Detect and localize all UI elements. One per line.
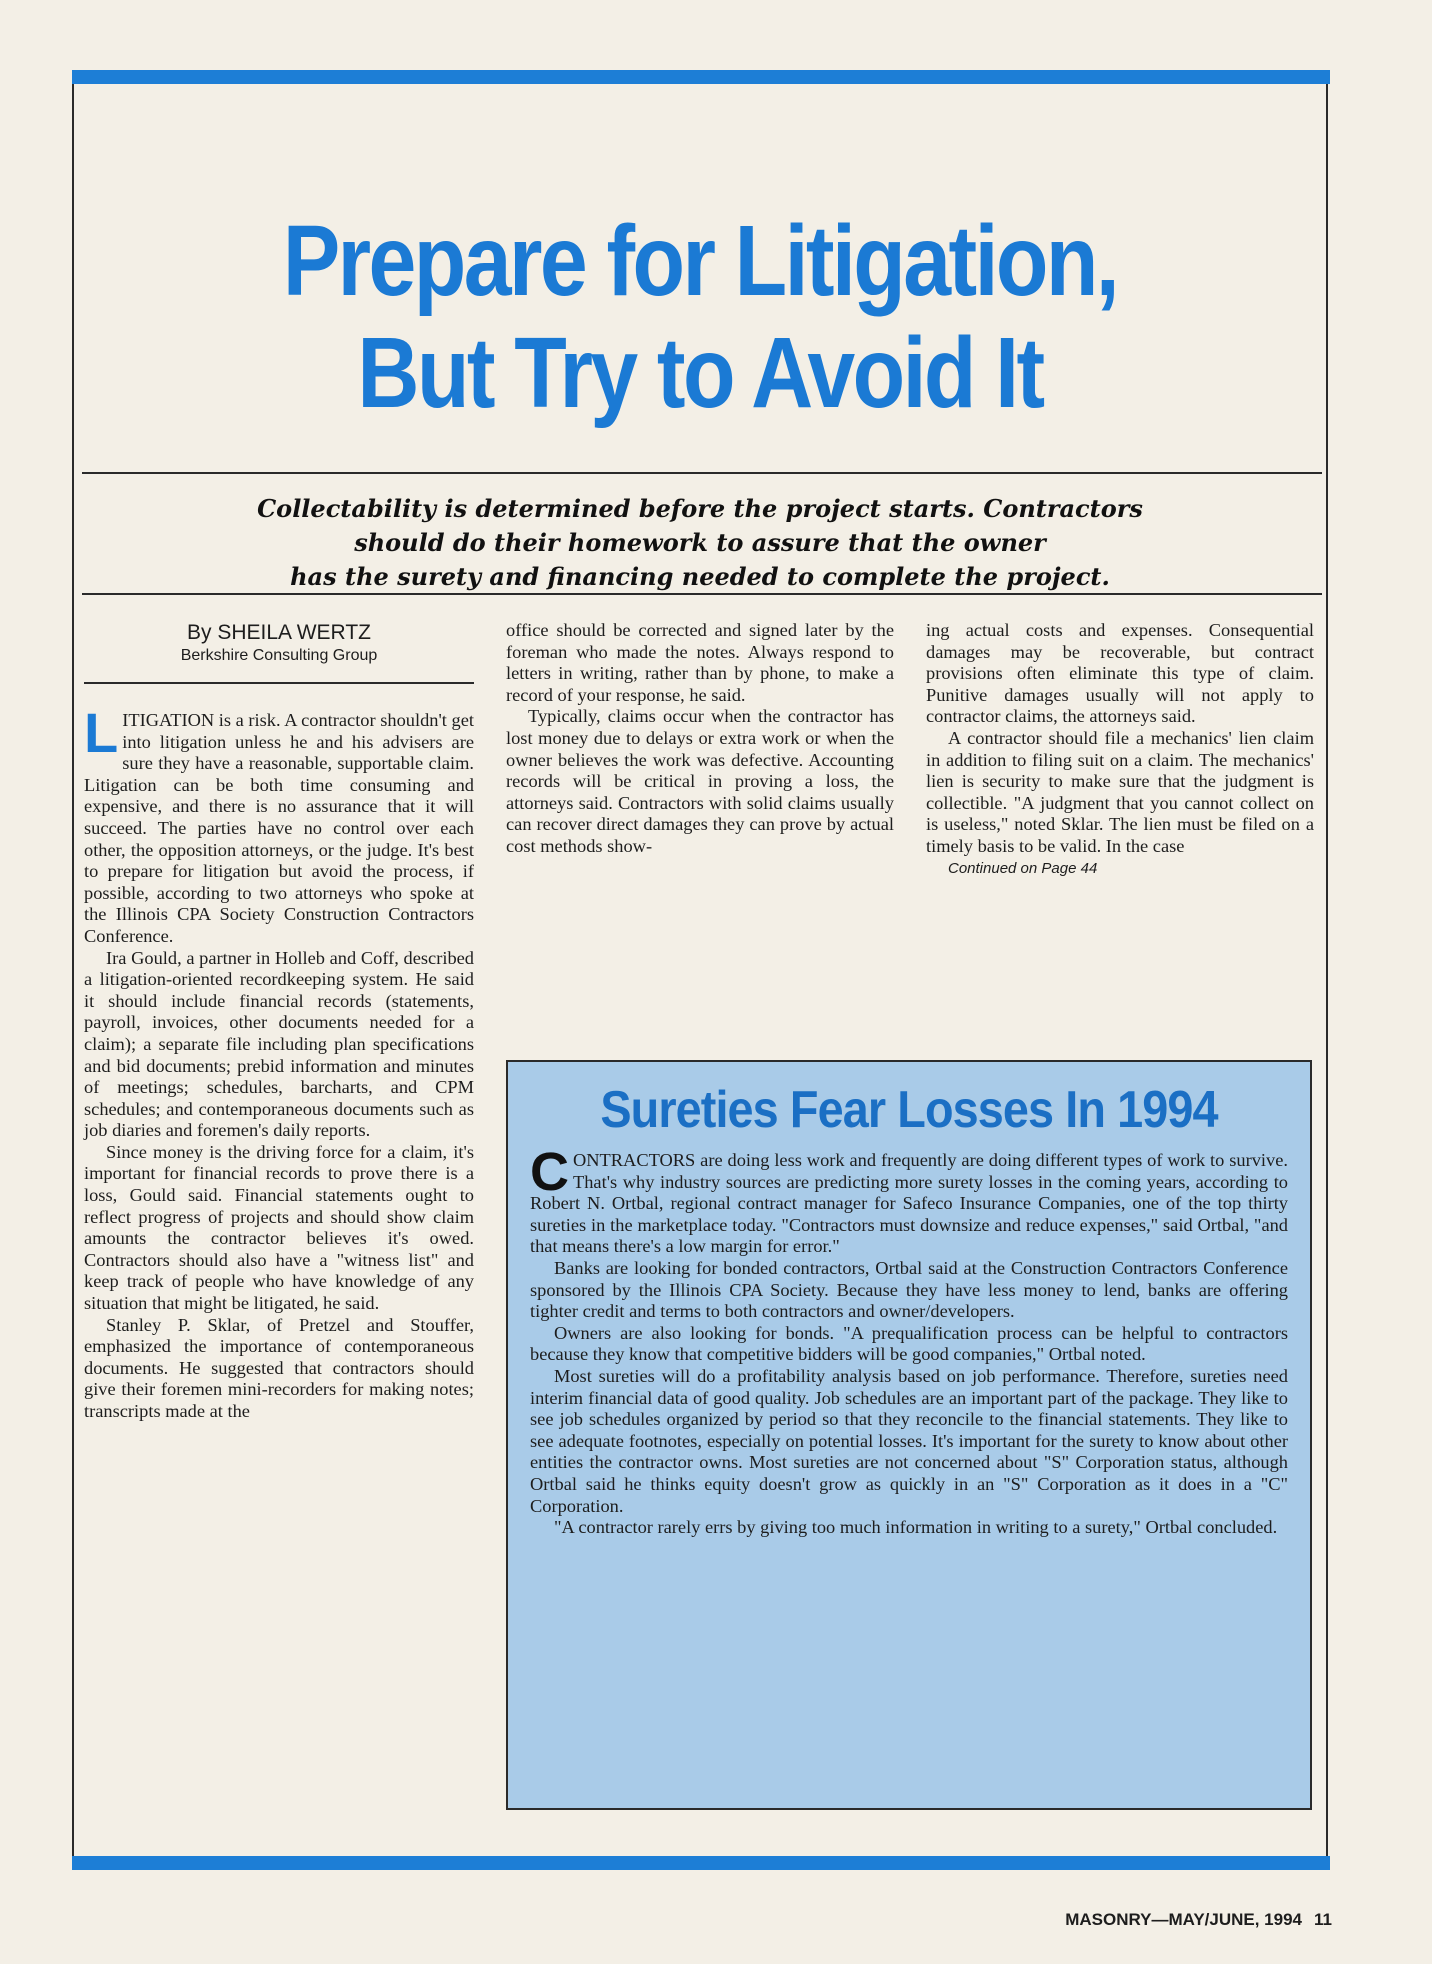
byline: By SHEILA WERTZ (187, 621, 371, 644)
paragraph: Owners are also looking for bonds. "A prequalification process can be helpful to contractors because they know that competitive bidders will be good companies," Ortbal noted. (530, 1322, 1288, 1365)
paragraph: Ira Gould, a partner in Holleb and Coff, described a litigation-oriented recordkeeping system. He said it should include financial records (statements, payroll, invoices, other documents needed for a claim); a separate file including plan specifications and bid documents; prebid information and minutes of meetings; schedules, barcharts, and CPM schedules; and contemporaneous documents such as job diaries and foremen's daily reports. (84, 947, 474, 1141)
paragraph: office should be corrected and signed later by the foreman who made the notes. Always respond to letters in writing, rather than by phone, to make a record of your response, he said. (506, 620, 894, 705)
paragraph: ing actual costs and expenses. Consequential damages may be recoverable, but contract provisions often eliminate this type of claim. Punitive damages usually will not apply to contractor claims, the attorneys said. (926, 620, 1314, 727)
deck-rule-bottom (82, 593, 1322, 595)
author-affiliation: Berkshire Consulting Group (180, 647, 378, 664)
sidebar-box (506, 1060, 1312, 1810)
deck-line-1: Collectability is determined before the project starts. Contractors (257, 494, 1143, 523)
paragraph: Typically, claims occur when the contractor has lost money due to delays or extra work or when the owner believes the work was defective. Accounting records will be critical in proving a loss, the attorneys said. Contractors with solid claims usually can recover direct damages they can prove by actual cost methods show- (506, 706, 894, 856)
paragraph: A contractor should file a mechanics' lien claim in addition to filing suit on a claim. The mechanics' lien is security to make sure that the judgment is collectible. "A judgment that you cannot collect on is useless," noted Sklar. The lien must be filed on a timely basis to be valid. In the case (926, 727, 1314, 856)
byline-block (84, 620, 474, 666)
headline-line-1: Prepare for Litigation, (282, 205, 1118, 317)
sidebar-body (530, 1142, 1288, 1539)
article-headline (184, 205, 1216, 429)
headline-line-2: But Try to Avoid It (357, 317, 1043, 429)
article-column-3 (926, 620, 1314, 879)
bottom-blue-bar (72, 1856, 1330, 1870)
paragraph: CONTRACTORS are doing less work and frequently are doing different types of work to survive. That's why industry sources are predicting more surety losses in the coming years, according to Robert N. Ortbal, regional contract manager for Safeco Insurance Companies, one of the top thirty sureties in the marketplace today. "Contractors must downsize and reduce expenses," said Ortbal, "and that means there's a low margin for error." (530, 1142, 1288, 1257)
deck-line-2: should do their homework to assure that the owner (354, 528, 1046, 557)
paragraph: LITIGATION is a risk. A contractor shouldn't get into litigation unless he and his advisers are sure they have a reasonable, supportable claim. Litigation can be both time consuming and expensive, and there is no assurance that it will succeed. The parties have no control over each other, the opposition attorneys, or the judge. It's best to prepare for litigation but avoid the process, if possible, according to two attorneys who spoke at the Illinois CPA Society Construction Contractors Conference. (84, 701, 474, 946)
paragraph: Banks are looking for bonded contractors, Ortbal said at the Construction Contractors Conference sponsored by the Illinois CPA Society. Because they have less money to lend, banks are offering tighter credit and terms to both contractors and owner/developers. (530, 1257, 1288, 1322)
paragraph: Since money is the driving force for a claim, it's important for financial records to prove there is a loss, Gould said. Financial statements ought to reflect progress of projects and should show claim amounts the contractor believes it's owed. Contractors should also have a "witness list" and keep track of people who have knowledge of any situation that might be litigated, he said. (84, 1141, 474, 1314)
top-blue-bar (72, 70, 1330, 84)
deck-rule-top (82, 472, 1322, 474)
sidebar-title: Sureties Fear Losses In 1994 (600, 1081, 1218, 1139)
article-column-1 (84, 620, 474, 1423)
byline-rule (84, 682, 474, 684)
page-footer (1065, 1910, 1332, 1930)
drop-cap: C (530, 1142, 569, 1202)
paragraph: "A contractor rarely errs by giving too much information in writing to a surety," Ortbal concluded. (554, 1517, 1278, 1538)
article-column-2 (506, 620, 894, 858)
page-number: 11 (1314, 1910, 1332, 1929)
continued-note: Continued on Page 44 (948, 859, 1098, 877)
paragraph: Most sureties will do a profitability analysis based on job performance. Therefore, sureties need interim financial data of good quality. Job schedules are an important part of the package. They like to see job schedules organized by period so that they reconcile to the financial statements. They like to see adequate footnotes, especially on potential losses. It's important for the surety to know about other entities the contractor owns. Most sureties are not concerned about "S" Corporation status, although Ortbal said he thinks equity doesn't grow as quickly in an "S" Corporation as it does in a "C" Corporation. (530, 1365, 1288, 1516)
publication-name: MASONRY—MAY/JUNE, 1994 (1065, 1910, 1303, 1929)
paragraph: Stanley P. Sklar, of Pretzel and Stouffer, emphasized the importance of contemporaneous documents. He suggested that contractors should give their foremen mini-recorders for making notes; transcripts made at the (84, 1314, 474, 1421)
article-deck (100, 492, 1300, 594)
deck-line-3: has the surety and financing needed to complete the project. (290, 562, 1110, 591)
drop-cap: L (84, 701, 119, 764)
